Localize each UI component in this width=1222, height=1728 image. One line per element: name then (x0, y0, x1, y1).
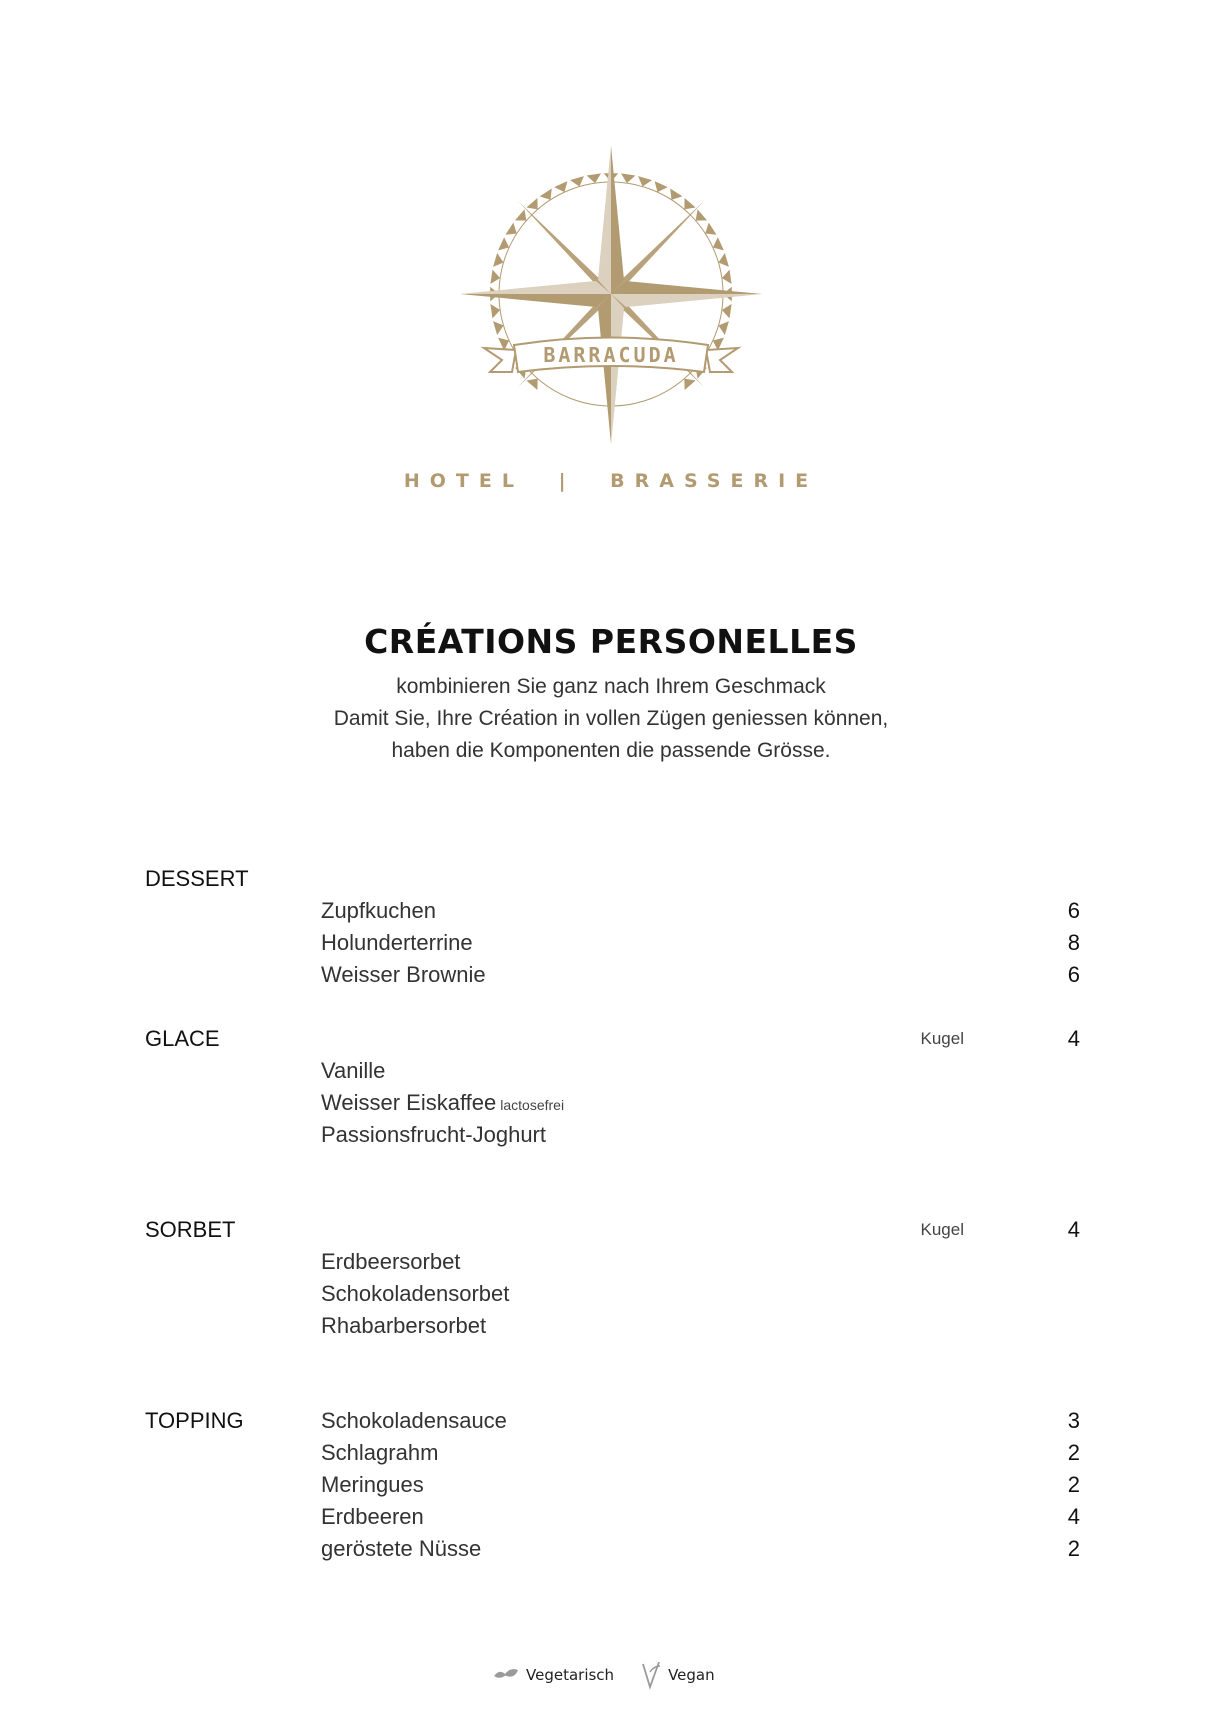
section-dessert-label: DESSERT (145, 866, 249, 891)
item-price: 2 (1067, 1536, 1080, 1561)
section-glace-label: GLACE (145, 1026, 220, 1051)
logo-ring-triangle (655, 181, 668, 192)
logo-ring-triangle (696, 209, 707, 220)
tagline-brasserie: BRASSERIE (610, 470, 819, 492)
logo-ring-triangle (493, 321, 503, 335)
barracuda-compass-logo (456, 140, 766, 450)
menu-item: Rhabarbersorbet (321, 1313, 487, 1338)
menu-item-name: Weisser Eiskaffee (321, 1090, 497, 1115)
menu-item: Vanille (321, 1058, 386, 1083)
logo-wordmark: BARRACUDA (543, 343, 679, 367)
item-price: 8 (1067, 930, 1080, 955)
menu-item (321, 1090, 564, 1116)
section-sorbet-label: SORBET (145, 1217, 236, 1242)
tagline-hotel: HOTEL (403, 470, 524, 492)
logo-ring-triangle (570, 176, 584, 186)
logo-ring-triangle (684, 379, 695, 390)
brand-tagline (0, 470, 1222, 492)
glace-unit: Kugel (920, 1029, 964, 1048)
subtitle-line: Damit Sie, Ihre Création in vollen Zügen geniessen können, (333, 707, 889, 730)
legend-vegan (640, 1660, 715, 1690)
item-price: 4 (1067, 1504, 1080, 1529)
diet-legend (492, 1660, 741, 1690)
sorbet-price: 4 (1067, 1217, 1080, 1242)
item-price: 2 (1067, 1472, 1080, 1497)
logo-ring-triangle (705, 223, 716, 235)
logo-ring-triangle (713, 237, 724, 250)
logo-ring-triangle (505, 223, 516, 235)
legend-vegetarian (492, 1666, 614, 1684)
menu-item: Schlagrahm (321, 1440, 439, 1465)
subtitle-line: kombinieren Sie ganz nach Ihrem Geschmack (396, 675, 826, 698)
logo-ring-triangle (718, 321, 728, 335)
leaf-icon (492, 1666, 520, 1684)
logo-ring-triangle (722, 270, 732, 284)
item-price: 3 (1067, 1408, 1080, 1433)
item-note: lactosefrei (500, 1097, 565, 1113)
logo-ring-triangle (718, 253, 728, 267)
logo-ring-triangle (515, 209, 526, 220)
v-sprout-icon (640, 1660, 662, 1690)
item-price: 6 (1067, 962, 1080, 987)
logo-ring-triangle (526, 379, 537, 390)
menu-item: Meringues (321, 1472, 424, 1497)
subtitle-line: haben die Komponenten die passende Grösse. (391, 739, 831, 762)
logo-ring-triangle (554, 181, 567, 192)
menu-item: Holunderterrine (321, 930, 473, 955)
glace-price: 4 (1067, 1026, 1080, 1051)
legend-vegan-label: Vegan (668, 1666, 715, 1684)
logo-ring-triangle (621, 173, 635, 183)
menu-item: Zupfkuchen (321, 898, 436, 923)
logo-ring-triangle (498, 237, 509, 250)
sorbet-unit: Kugel (920, 1220, 964, 1239)
tagline-separator: | (558, 470, 576, 492)
logo-ring-triangle (684, 198, 695, 209)
menu-item: Erdbeeren (321, 1504, 424, 1529)
menu-item: Schokoladensauce (321, 1408, 507, 1433)
logo-ring-triangle (587, 173, 601, 183)
logo-ring-triangle (670, 188, 682, 199)
logo-ring-triangle (490, 270, 500, 284)
menu-item: Passionsfrucht-Joghurt (321, 1122, 546, 1147)
logo-ring-triangle (526, 198, 537, 209)
logo-ring-triangle (493, 253, 503, 267)
menu-item: Schokoladensorbet (321, 1281, 510, 1306)
menu-item: Weisser Brownie (321, 962, 486, 987)
logo-ring-triangle (540, 188, 552, 199)
logo-ring-triangle (638, 176, 652, 186)
item-price: 2 (1067, 1440, 1080, 1465)
logo-ring-triangle (722, 304, 732, 318)
section-topping-label: TOPPING (145, 1408, 244, 1433)
item-price: 6 (1067, 898, 1080, 923)
menu-item: geröstete Nüsse (321, 1536, 482, 1561)
menu-item: Erdbeersorbet (321, 1249, 461, 1274)
page-title: CRÉATIONS PERSONELLES (364, 622, 858, 661)
logo-ring-triangle (490, 304, 500, 318)
legend-vegetarian-label: Vegetarisch (526, 1666, 615, 1684)
